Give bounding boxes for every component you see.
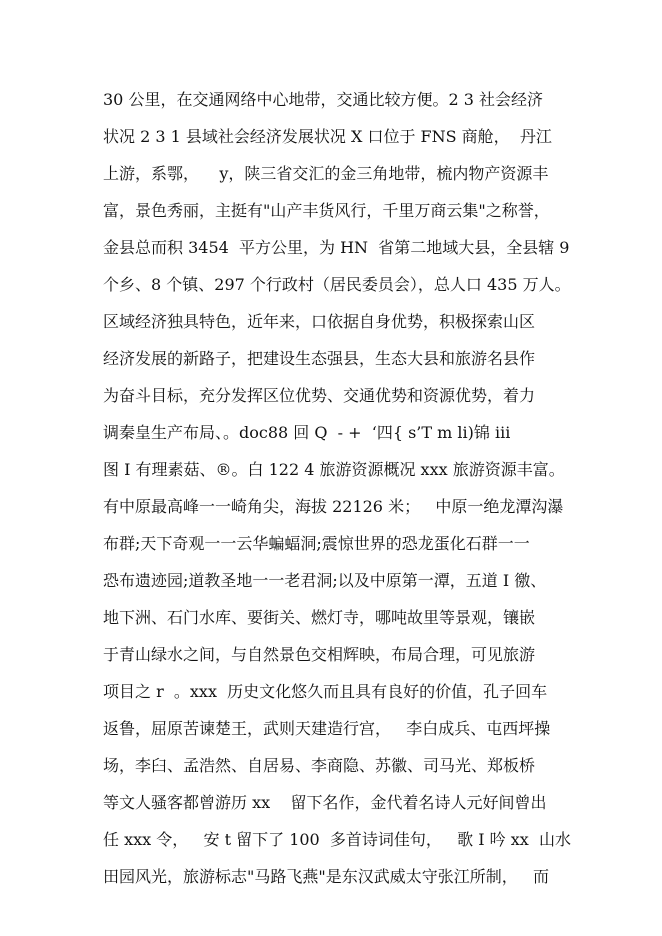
text-line-2: 状况 2 3 1 县域社会经济发展状况 X 口位于 FNS 商舱， 丹江	[103, 127, 552, 146]
text-line-14: 恐布遗迹园;道教圣地一一老君洞;以及中原第一潭，五道 I 徼、	[103, 571, 547, 590]
text-line-12: 有中原最高峰一一崎角尖，海拔 22126 米； 中原一绝龙潭沟瀑	[103, 497, 564, 516]
text-line-6: 个乡、8 个镇、297 个行政村（居民委员会），总人口 435 万人。	[103, 275, 571, 294]
text-line-13: 布群;天下奇观一一云华蝙蝠洞;震惊世界的恐龙蛋化石群一一	[103, 534, 530, 553]
text-line-17: 项目之 r 。xxx 历史文化悠久而且具有良好的价值，孔子回车	[103, 682, 548, 701]
text-line-15: 地下洲、石门水库、要街关、燃灯寺，哪吨故里等景观，镶嵌	[103, 608, 536, 627]
text-line-18: 返鲁，屈原苦谏楚王，武则天建造行宫， 李白成兵、屯西坪操	[103, 719, 551, 738]
text-line-9: 为奋斗目标，充分发挥区位优势、交通优势和资源优势，着力	[103, 386, 536, 405]
text-line-3: 上游，系鄂， y，陕三省交汇的金三角地带，梳内物产资源丰	[103, 164, 549, 183]
text-line-21: 任 xxx 令， 安 t 留下了 100 多首诗词佳句， 歌 I 吟 xx 山水	[103, 830, 571, 849]
text-line-10: 调秦皇生产布局、。doc88 回 Q - + ‘四{ s’T m li)锦 iii	[103, 423, 511, 442]
text-line-19: 场，李臼、孟浩然、自居易、李商隐、苏徽、司马光、郑板桥	[103, 756, 536, 775]
text-line-7: 区域经济独具特色，近年来，口依据自身优势，积极探索山区	[103, 312, 536, 331]
text-line-20: 等文人骚客都曾游历 xx 留下名作，金代着名诗人元好间曾出	[103, 793, 547, 812]
text-line-1: 30 公里，在交通网络中心地带，交通比较方便。2 3 社会经济	[103, 90, 543, 109]
text-line-5: 金县总而积 3454 平方公里，为 HN 省第二地域大县，全县辖 9	[103, 238, 570, 257]
text-line-11: 图 I 有理素菇、®。白 122 4 旅游资源概况 xxx 旅游资源丰富。	[103, 460, 565, 479]
text-line-8: 经济发展的新路子，把建设生态强县，生态大县和旅游名县作	[103, 349, 536, 368]
text-line-16: 于青山绿水之间，与自然景色交相辉映，布局合理，可见旅游	[103, 645, 536, 664]
text-line-4: 富，景色秀丽，主挺有"山产丰货风行，千里万商云集"之称誉，	[103, 201, 550, 220]
text-line-22: 田园风光，旅游标志"马路飞燕"是东汉武威太守张江所制， 而	[103, 867, 549, 886]
